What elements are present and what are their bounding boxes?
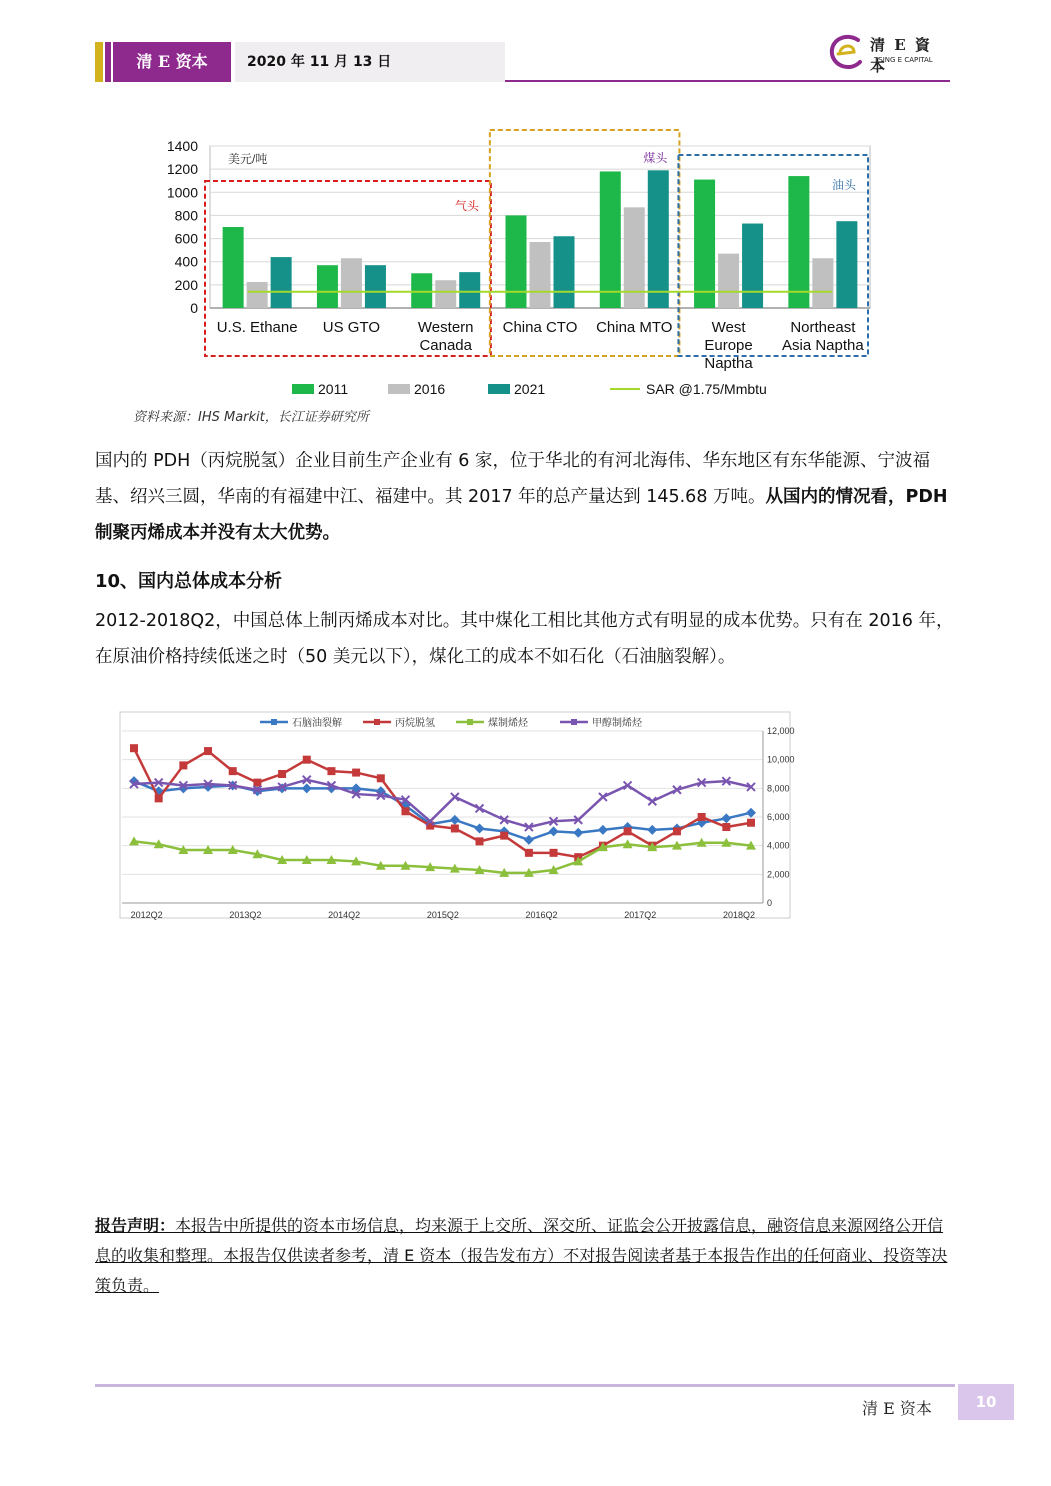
point-丙烷脱氢 [303, 756, 311, 764]
legend-marker [271, 719, 277, 725]
y-tick-label: 1000 [166, 184, 198, 201]
bar-2021 [836, 221, 857, 308]
point-丙烷脱氢 [278, 770, 286, 778]
x-tick-label: U.S. Ethane [216, 319, 298, 336]
ethylene-cost-bar-chart [120, 120, 900, 404]
y-tick-label: 400 [174, 253, 198, 270]
bar-2011 [600, 171, 621, 308]
bar-2011 [788, 176, 809, 308]
legend-swatch [292, 384, 314, 394]
legend-label: 甲醇制烯烃 [592, 718, 642, 729]
point-丙烷脱氢 [500, 832, 508, 840]
y-tick-label: 800 [174, 207, 198, 224]
x-tick-label: Western [417, 319, 474, 336]
bar-2021 [459, 272, 480, 308]
x-tick-label: 2017Q2 [624, 910, 657, 920]
legend-label: 2021 [514, 381, 546, 397]
y-tick-label: 10,000 [767, 754, 795, 765]
x-tick-label: Asia Naptha [781, 337, 864, 354]
zone-label: 油头 [831, 178, 856, 192]
bar-2016 [530, 242, 551, 308]
x-tick-label: Canada [419, 337, 472, 354]
point-丙烷脱氢 [155, 794, 163, 802]
header-accent-gold [95, 42, 103, 82]
bar-2016 [341, 258, 362, 308]
bar-2011 [506, 215, 527, 308]
point-丙烷脱氢 [451, 824, 459, 832]
bar-2016 [718, 254, 739, 308]
disclaimer-text: 本报告中所提供的资本市场信息，均来源于上交所、深交所、证监会公开披露信息，融资信息来源网络公开信息的收集和整理。本报告仅供读者参考，清 E 资本（报告发布方）不对报告阅读者基于本报告作出的任何商业、投资等决策负责。 [95, 1216, 948, 1295]
bar-2021 [271, 257, 292, 308]
chart-frame [120, 712, 790, 918]
paragraph-cost: 2012-2018Q2，中国总体上制丙烯成本对比。其中煤化工相比其他方式有明显的成本优势。只有在 2016 年，在原油价格持续低迷之时（50 美元以下），煤化工的成本不如石化（石油脑裂解）。 [95, 611, 954, 667]
point-丙烷脱氢 [229, 767, 237, 775]
point-丙烷脱氢 [525, 849, 533, 857]
bar-2021 [554, 236, 575, 308]
y-tick-label: 200 [174, 276, 198, 293]
x-tick-label: Northeast [790, 319, 856, 336]
y-tick-label: 600 [174, 230, 198, 247]
point-丙烷脱氢 [327, 767, 335, 775]
bar-2021 [648, 170, 669, 308]
legend-marker [467, 719, 473, 725]
x-tick-label: West [711, 319, 746, 336]
y-tick-label: 8,000 [767, 783, 790, 794]
legend-label: 石脑油裂解 [292, 718, 342, 729]
legend-label: 丙烷脱氢 [395, 718, 435, 729]
legend-label: 煤制烯烃 [488, 718, 528, 729]
x-tick-label: 2016Q2 [525, 910, 558, 920]
paragraph-pdh [95, 443, 955, 551]
chart-source: 资料来源：IHS Markit，长江证券研究所 [133, 410, 369, 425]
point-丙烷脱氢 [624, 827, 632, 835]
y-tick-label: 0 [767, 898, 773, 908]
point-丙烷脱氢 [673, 827, 681, 835]
x-tick-label: 2015Q2 [426, 910, 459, 920]
point-丙烷脱氢 [377, 774, 385, 782]
paragraph-pdh-bold: 从国内的情况看，PDH 制聚丙烯成本并没有太大优势。 [95, 487, 948, 543]
bar-2016 [435, 280, 456, 308]
y-tick-label: 1400 [166, 138, 198, 154]
paragraph-pdh-text: 国内的 PDH（丙烷脱氢）企业目前生产企业有 6 家，位于华北的有河北海伟、华东地区有东华能源、宁波福基、绍兴三圆，华南的有福建中江、福建中。其 2017 年的总产量达到 145.68 万吨。 [95, 451, 931, 507]
bar-2011 [223, 227, 244, 308]
bar-2016 [624, 207, 645, 308]
logo-en-text: TSING E CAPITAL [874, 56, 933, 64]
x-tick-label: Naptha [704, 355, 753, 372]
x-tick-label: Europe [704, 337, 753, 354]
point-丙烷脱氢 [550, 849, 558, 857]
x-tick-label: China MTO [596, 319, 673, 336]
y-tick-label: 12,000 [767, 726, 795, 736]
point-丙烷脱氢 [476, 837, 484, 845]
x-tick-label: China CTO [502, 319, 578, 336]
legend-swatch [388, 384, 410, 394]
x-tick-label: 2012Q2 [130, 910, 163, 920]
x-tick-label: 2018Q2 [722, 910, 756, 920]
company-logo [828, 30, 953, 78]
y-tick-label: 0 [190, 300, 198, 316]
section-heading: 10、国内总体成本分析 [95, 571, 283, 592]
bar-2011 [694, 180, 715, 308]
point-丙烷脱氢 [204, 747, 212, 755]
point-丙烷脱氢 [401, 807, 409, 815]
x-tick-label: 2013Q2 [229, 910, 262, 920]
bar-2021 [742, 224, 763, 308]
zone-label: 气头 [454, 199, 479, 213]
logo-cn-text: 清 E 資 本 [870, 36, 932, 75]
y-tick-label: 4,000 [767, 840, 790, 851]
legend-marker [374, 719, 380, 725]
x-tick-label: 2014Q2 [328, 910, 361, 920]
y-tick-label: 6,000 [767, 812, 790, 822]
bar-2011 [317, 265, 338, 308]
y-tick-label: 2,000 [767, 869, 790, 880]
legend-swatch [488, 384, 510, 394]
propylene-cost-line-chart [120, 712, 795, 930]
disclaimer-label: 报告声明： [95, 1216, 176, 1235]
legend-marker [571, 719, 577, 725]
bar-2016 [812, 258, 833, 308]
header-accent-purple [105, 42, 111, 82]
point-丙烷脱氢 [352, 769, 360, 777]
footer-brand: 清 E 资本 [862, 1399, 932, 1418]
x-tick-label: US GTO [322, 319, 381, 336]
zone-label: 煤头 [643, 151, 668, 165]
header-date: 2020 年 11 月 13 日 [235, 42, 505, 82]
point-丙烷脱氢 [130, 744, 138, 752]
point-丙烷脱氢 [179, 761, 187, 769]
footer-rule [95, 1384, 955, 1387]
legend-label: 2011 [318, 381, 349, 397]
point-丙烷脱氢 [698, 813, 706, 821]
unit-label: 美元/吨 [228, 152, 268, 166]
bar-2011 [411, 273, 432, 308]
point-丙烷脱氢 [722, 823, 730, 831]
legend-label: 2016 [414, 381, 446, 397]
header-rule [505, 80, 950, 82]
bar-2021 [365, 265, 386, 308]
header-brand: 清 E 资本 [113, 42, 231, 82]
y-tick-label: 1200 [166, 161, 198, 178]
bar-2016 [247, 282, 268, 308]
page-header [95, 42, 950, 82]
page-number: 10 [958, 1384, 1014, 1420]
legend-label: SAR @1.75/Mmbtu [646, 381, 767, 397]
disclaimer [95, 1211, 953, 1301]
logo-swirl-icon [828, 32, 866, 72]
point-丙烷脱氢 [747, 819, 755, 827]
point-丙烷脱氢 [253, 779, 261, 787]
